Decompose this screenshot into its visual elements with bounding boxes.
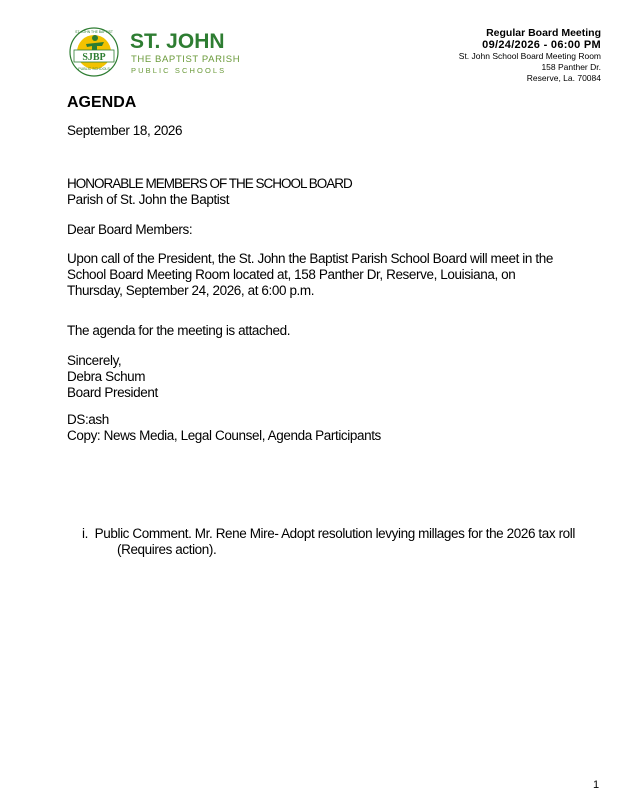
logo-subtitle: THE BAPTIST PARISH xyxy=(131,54,241,65)
logo-subtitle-2: PUBLIC SCHOOLS xyxy=(131,66,227,75)
logo-ring-bottom-text: PUBLIC SCHOOLS xyxy=(78,67,110,71)
school-logo-emblem xyxy=(66,26,126,78)
signer-role: Board President xyxy=(67,385,158,400)
copy-list: Copy: News Media, Legal Counsel, Agenda Participants xyxy=(67,428,381,443)
attached-note: The agenda for the meeting is attached. xyxy=(67,323,291,338)
page-number: 1 xyxy=(593,779,600,791)
agenda-item-continuation: (Requires action). xyxy=(117,542,217,557)
meeting-info xyxy=(459,27,601,84)
recipient-line-2: Parish of St. John the Baptist xyxy=(67,192,230,207)
logo-emblem-text: SJBP xyxy=(82,52,106,63)
greeting: Dear Board Members: xyxy=(67,222,193,237)
meeting-street: 158 Panther Dr. xyxy=(541,62,601,72)
closing: Sincerely, xyxy=(67,353,122,368)
meeting-type: Regular Board Meeting xyxy=(486,27,601,39)
meeting-datetime: 09/24/2026 - 06:00 PM xyxy=(482,39,601,51)
logo-ring-text: ST. JOHN THE BAPTIST xyxy=(75,30,113,34)
logo-name: ST. JOHN xyxy=(130,30,225,53)
recipient-line-1: HONORABLE MEMBERS OF THE SCHOOL BOARD xyxy=(67,176,352,191)
meeting-room: St. John School Board Meeting Room xyxy=(458,51,601,61)
agenda-item-marker: i. xyxy=(82,526,88,541)
meeting-city: Reserve, La. 70084 xyxy=(526,73,601,83)
letter-date: September 18, 2026 xyxy=(67,123,183,138)
signer-name: Debra Schum xyxy=(67,369,146,384)
agenda-item xyxy=(82,526,575,542)
page-title: AGENDA xyxy=(67,94,137,111)
initials: DS:ash xyxy=(67,412,109,427)
letter-paragraph: Upon call of the President, the St. John the Baptist Parish School Board will meet in the School Board Meeting Room located at, 158 Panther Dr, Reserve, Louisiana, on Thursday, September 24, 2026, at 6:00 p.m. xyxy=(67,251,553,298)
agenda-item-text: Public Comment. Mr. Rene Mire- Adopt resolution levying millages for the 2026 tax roll xyxy=(94,526,575,541)
